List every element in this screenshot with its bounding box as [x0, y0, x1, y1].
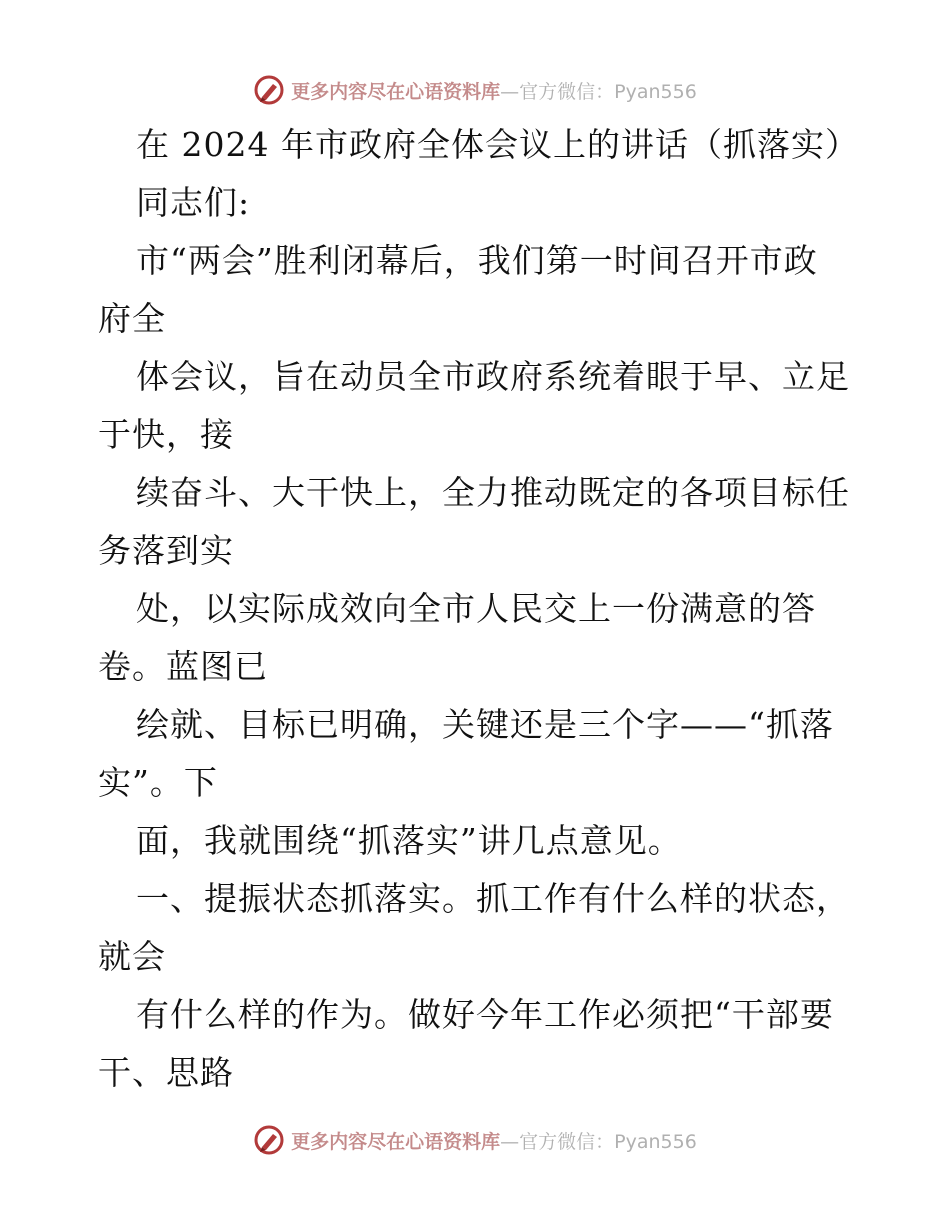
paragraph-line: 绘就、目标已明确，关键还是三个字——“抓落	[136, 705, 834, 744]
document-body	[98, 116, 868, 1102]
paragraph-line: 处，以实际成效向全市人民交上一份满意的答	[136, 589, 816, 628]
salutation: 同志们:	[136, 183, 251, 222]
header-watermark	[0, 70, 950, 110]
section-heading-line: 一、提振状态抓落实。抓工作有什么样的状态，	[136, 879, 850, 918]
paragraph-line: 有什么样的作为。做好今年工作必须把“干部要	[136, 995, 834, 1034]
paragraph-line: 面，我就围绕“抓落实”讲几点意见。	[136, 821, 682, 860]
watermark-separator: —	[500, 1130, 520, 1153]
document-title: 在 2024 年市政府全体会议上的讲话（抓落实）	[136, 125, 859, 164]
paragraph-line: 卷。蓝图已	[98, 647, 268, 686]
paragraph-line: 就会	[98, 937, 166, 976]
pen-logo-icon	[253, 74, 285, 106]
paragraph-line: 务落到实	[98, 531, 234, 570]
paragraph-line: 续奋斗、大干快上，全力推动既定的各项目标任	[136, 473, 850, 512]
paragraph-line: 于快，接	[98, 415, 234, 454]
paragraph-line: 府全	[98, 299, 166, 338]
paragraph-line: 市“两会”胜利闭幕后，我们第一时间召开市政	[136, 241, 818, 280]
watermark-contact-text: 官方微信：Pyan556	[519, 1130, 697, 1153]
paragraph-line: 实”。下	[98, 763, 218, 802]
watermark-main-text: 更多内容尽在心语资料库	[291, 1130, 501, 1153]
pen-logo-icon	[253, 1124, 285, 1156]
watermark-contact-text: 官方微信：Pyan556	[519, 80, 697, 103]
footer-watermark	[0, 1120, 950, 1160]
watermark-main-text: 更多内容尽在心语资料库	[291, 80, 501, 103]
paragraph-line: 干、思路	[98, 1053, 234, 1092]
paragraph-line: 体会议，旨在动员全市政府系统着眼于早、立足	[136, 357, 850, 396]
watermark-separator: —	[500, 80, 520, 103]
